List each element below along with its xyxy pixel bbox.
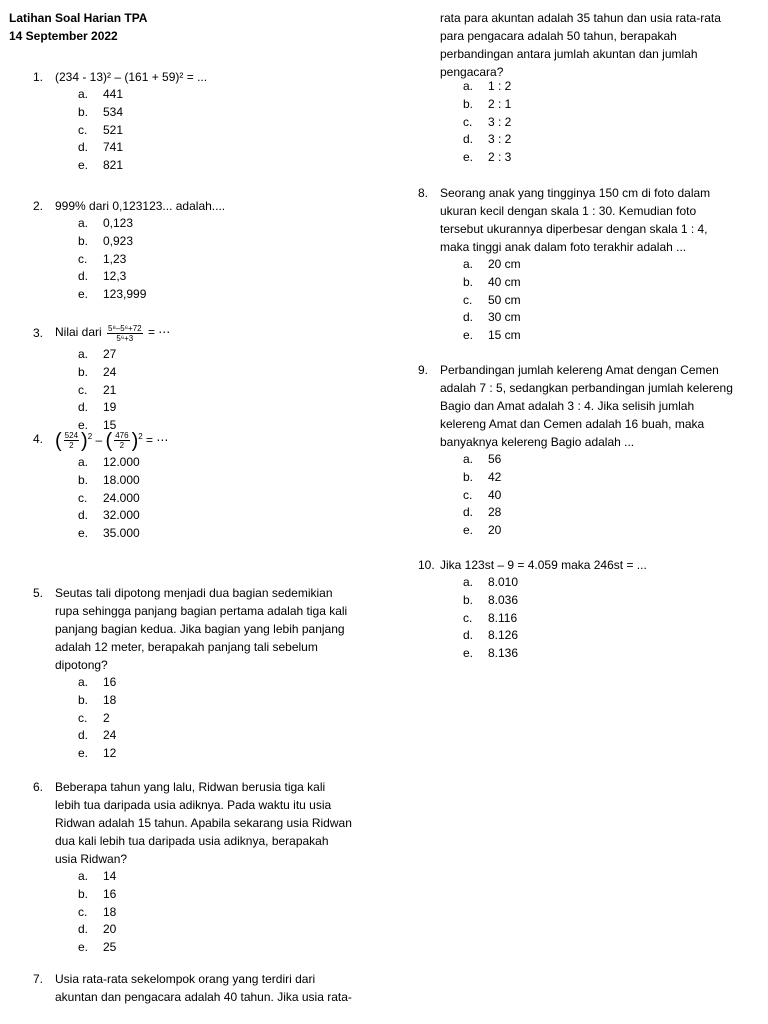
answer-option[interactable]: e. 821 — [78, 158, 124, 173]
answer-option[interactable]: a. 12.000 — [78, 455, 140, 469]
answer-option[interactable]: c. 50 cm — [463, 292, 521, 307]
answer-options — [33, 215, 393, 304]
question-text: Beberapa tahun yang lalu, Ridwan berusia tiga kali lebih tua daripada usia adiknya. Pada waktu itu usia Ridwan adalah 15 tahun. Apabila sekarang usia Ridwan dua kali lebih tua daripada usia adiknya, berapakah usia Ridwan? — [55, 780, 352, 866]
fraction: $\frac{524}{2}$ — [64, 431, 79, 451]
answer-option[interactable]: b. 534 — [78, 104, 124, 119]
question-4 — [33, 424, 393, 543]
question-number: 9. — [418, 363, 429, 377]
answer-option[interactable]: b. 18.000 — [78, 472, 140, 487]
answer-option[interactable]: d. 24 — [78, 728, 117, 743]
answer-option[interactable]: a. 1 : 2 — [463, 79, 512, 93]
answer-option[interactable]: e. 8.136 — [463, 646, 519, 661]
question-number: 5. — [33, 586, 44, 600]
answer-option[interactable]: c. 40 — [463, 487, 502, 502]
question-text: Seutas tali dipotong menjadi dua bagian sedemikian rupa sehingga panjang bagian pertama adalah tiga kali panjang bagian kedua. Jika bagian yang lebih panjang adalah 12 meter, berapakah panjang tali sebelum dipotong? — [55, 586, 348, 672]
question-8 — [418, 184, 763, 345]
answer-option[interactable]: d. 30 cm — [463, 310, 521, 325]
answer-option[interactable]: d. 19 — [78, 400, 117, 415]
answer-options — [33, 454, 393, 543]
question-number: 7. — [33, 972, 44, 986]
question-5 — [33, 584, 393, 763]
answer-option[interactable]: c. 3 : 2 — [463, 114, 512, 129]
answer-options — [418, 256, 763, 345]
answer-option[interactable]: a. 14 — [78, 869, 117, 883]
answer-option[interactable]: b. 0,923 — [78, 233, 134, 248]
answer-option[interactable]: d. 3 : 2 — [463, 132, 512, 147]
fraction: $\frac{476}{2}$ — [115, 431, 129, 451]
answer-option[interactable]: c. 521 — [78, 122, 124, 137]
answer-option[interactable]: e. 20 — [463, 523, 502, 538]
answer-option[interactable]: b. 40 cm — [463, 274, 521, 289]
answer-option[interactable]: b. 42 — [463, 469, 502, 484]
question-number: 6. — [33, 780, 44, 794]
worksheet-date: 14 September 2022 — [9, 29, 118, 43]
question-7-continued — [418, 9, 763, 167]
question-2 — [33, 197, 393, 304]
fraction: $\frac{\text{5⁸–5⁶+72}}{\text{5⁶+3}}$ — [108, 323, 142, 343]
question-text: 999% dari 0,123123... adalah.... — [55, 199, 226, 213]
worksheet-header — [9, 9, 147, 45]
worksheet-title: Latihan Soal Harian TPA — [9, 11, 148, 25]
answer-option[interactable]: c. 1,23 — [78, 251, 127, 266]
answer-options — [418, 78, 763, 167]
answer-option[interactable]: b. 2 : 1 — [463, 96, 512, 111]
answer-option[interactable]: e. 12 — [78, 746, 117, 761]
answer-options — [33, 868, 393, 957]
question-1 — [33, 68, 393, 175]
question-number: 8. — [418, 186, 429, 200]
question-text: Perbandingan jumlah kelereng Amat dengan Cemen adalah 7 : 5, sedangkan perbandingan jumlah kelereng Bagio dan Amat adalah 3 : 4. Jika selisih jumlah kelereng Amat dan Cemen adalah 16 buah, maka banyaknya kelereng Bagio adalah ... — [440, 363, 733, 449]
question-10 — [418, 556, 763, 663]
answer-options — [33, 346, 393, 435]
answer-option[interactable]: d. 8.126 — [463, 628, 519, 643]
answer-options — [33, 674, 393, 763]
answer-option[interactable]: b. 18 — [78, 692, 117, 707]
answer-option[interactable]: a. 0,123 — [78, 216, 134, 230]
answer-option[interactable]: c. 24.000 — [78, 490, 140, 505]
answer-option[interactable]: c. 18 — [78, 904, 117, 919]
answer-option[interactable]: e. 2 : 3 — [463, 150, 512, 165]
question-text: Jika 123st – 9 = 4.059 maka 246st = ... — [440, 558, 647, 572]
answer-options — [418, 451, 763, 540]
answer-option[interactable]: a. 16 — [78, 675, 117, 689]
answer-option[interactable]: a. 8.010 — [463, 575, 519, 589]
question-number: 1. — [33, 70, 44, 84]
question-text: rata para akuntan adalah 35 tahun dan usia rata-rata para pengacara adalah 50 tahun, berapakah perbandingan antara jumlah akuntan dan jumlah pengacara? — [440, 11, 721, 79]
answer-option[interactable]: e. 35.000 — [78, 526, 140, 541]
question-text: Nilai dari $\frac{\text{5⁸–5⁶+72}}{\text{5⁶+3}}$ = ⋯ — [55, 323, 171, 343]
answer-option[interactable]: a. 27 — [78, 347, 117, 361]
question-number: 2. — [33, 199, 44, 213]
answer-option[interactable]: c. 8.116 — [463, 610, 518, 625]
question-7 — [33, 970, 393, 1006]
answer-option[interactable]: d. 20 — [78, 922, 117, 937]
answer-option[interactable]: b. 8.036 — [463, 592, 519, 607]
answer-option[interactable]: a. 441 — [78, 87, 124, 101]
question-number: 3. — [33, 326, 44, 340]
question-6 — [33, 778, 393, 957]
answer-option[interactable]: e. 15 cm — [463, 328, 521, 343]
question-text: Usia rata-rata sekelompok orang yang terdiri dari akuntan dan pengacara adalah 40 tahun. Jika usia rata- — [55, 972, 352, 1004]
question-text: Seorang anak yang tingginya 150 cm di foto dalam ukuran kecil dengan skala 1 : 30. Kemudian foto tersebut ukurannya diperbesar dengan skala 1 : 4, maka tinggi anak dalam foto terakhir adalah ... — [440, 186, 711, 254]
answer-option[interactable]: c. 21 — [78, 382, 117, 397]
answer-option[interactable]: d. 12,3 — [78, 269, 127, 284]
answer-option[interactable]: b. 24 — [78, 364, 117, 379]
answer-option[interactable]: e. 15 — [78, 418, 117, 433]
question-number: 4. — [33, 432, 44, 446]
answer-option[interactable]: e. 25 — [78, 940, 117, 955]
answer-option[interactable]: d. 32.000 — [78, 508, 140, 523]
answer-option[interactable]: c. 2 — [78, 710, 110, 725]
answer-option[interactable]: e. 123,999 — [78, 287, 147, 302]
question-text: ( $\frac{524}{2}$ )$^2$ – ( $\frac{476}{2}$ )$^2$ = ⋯ — [55, 429, 169, 452]
answer-options — [33, 86, 393, 175]
answer-option[interactable]: d. 28 — [463, 505, 502, 520]
question-3 — [33, 320, 393, 435]
answer-option[interactable]: a. 20 cm — [463, 257, 521, 271]
question-9 — [418, 361, 763, 540]
question-number: 10. — [418, 558, 435, 572]
answer-options — [418, 574, 763, 663]
answer-option[interactable]: b. 16 — [78, 886, 117, 901]
question-text: (234 - 13)² – (161 + 59)² = ... — [55, 70, 208, 84]
answer-option[interactable]: d. 741 — [78, 140, 124, 155]
answer-option[interactable]: a. 56 — [463, 452, 502, 466]
